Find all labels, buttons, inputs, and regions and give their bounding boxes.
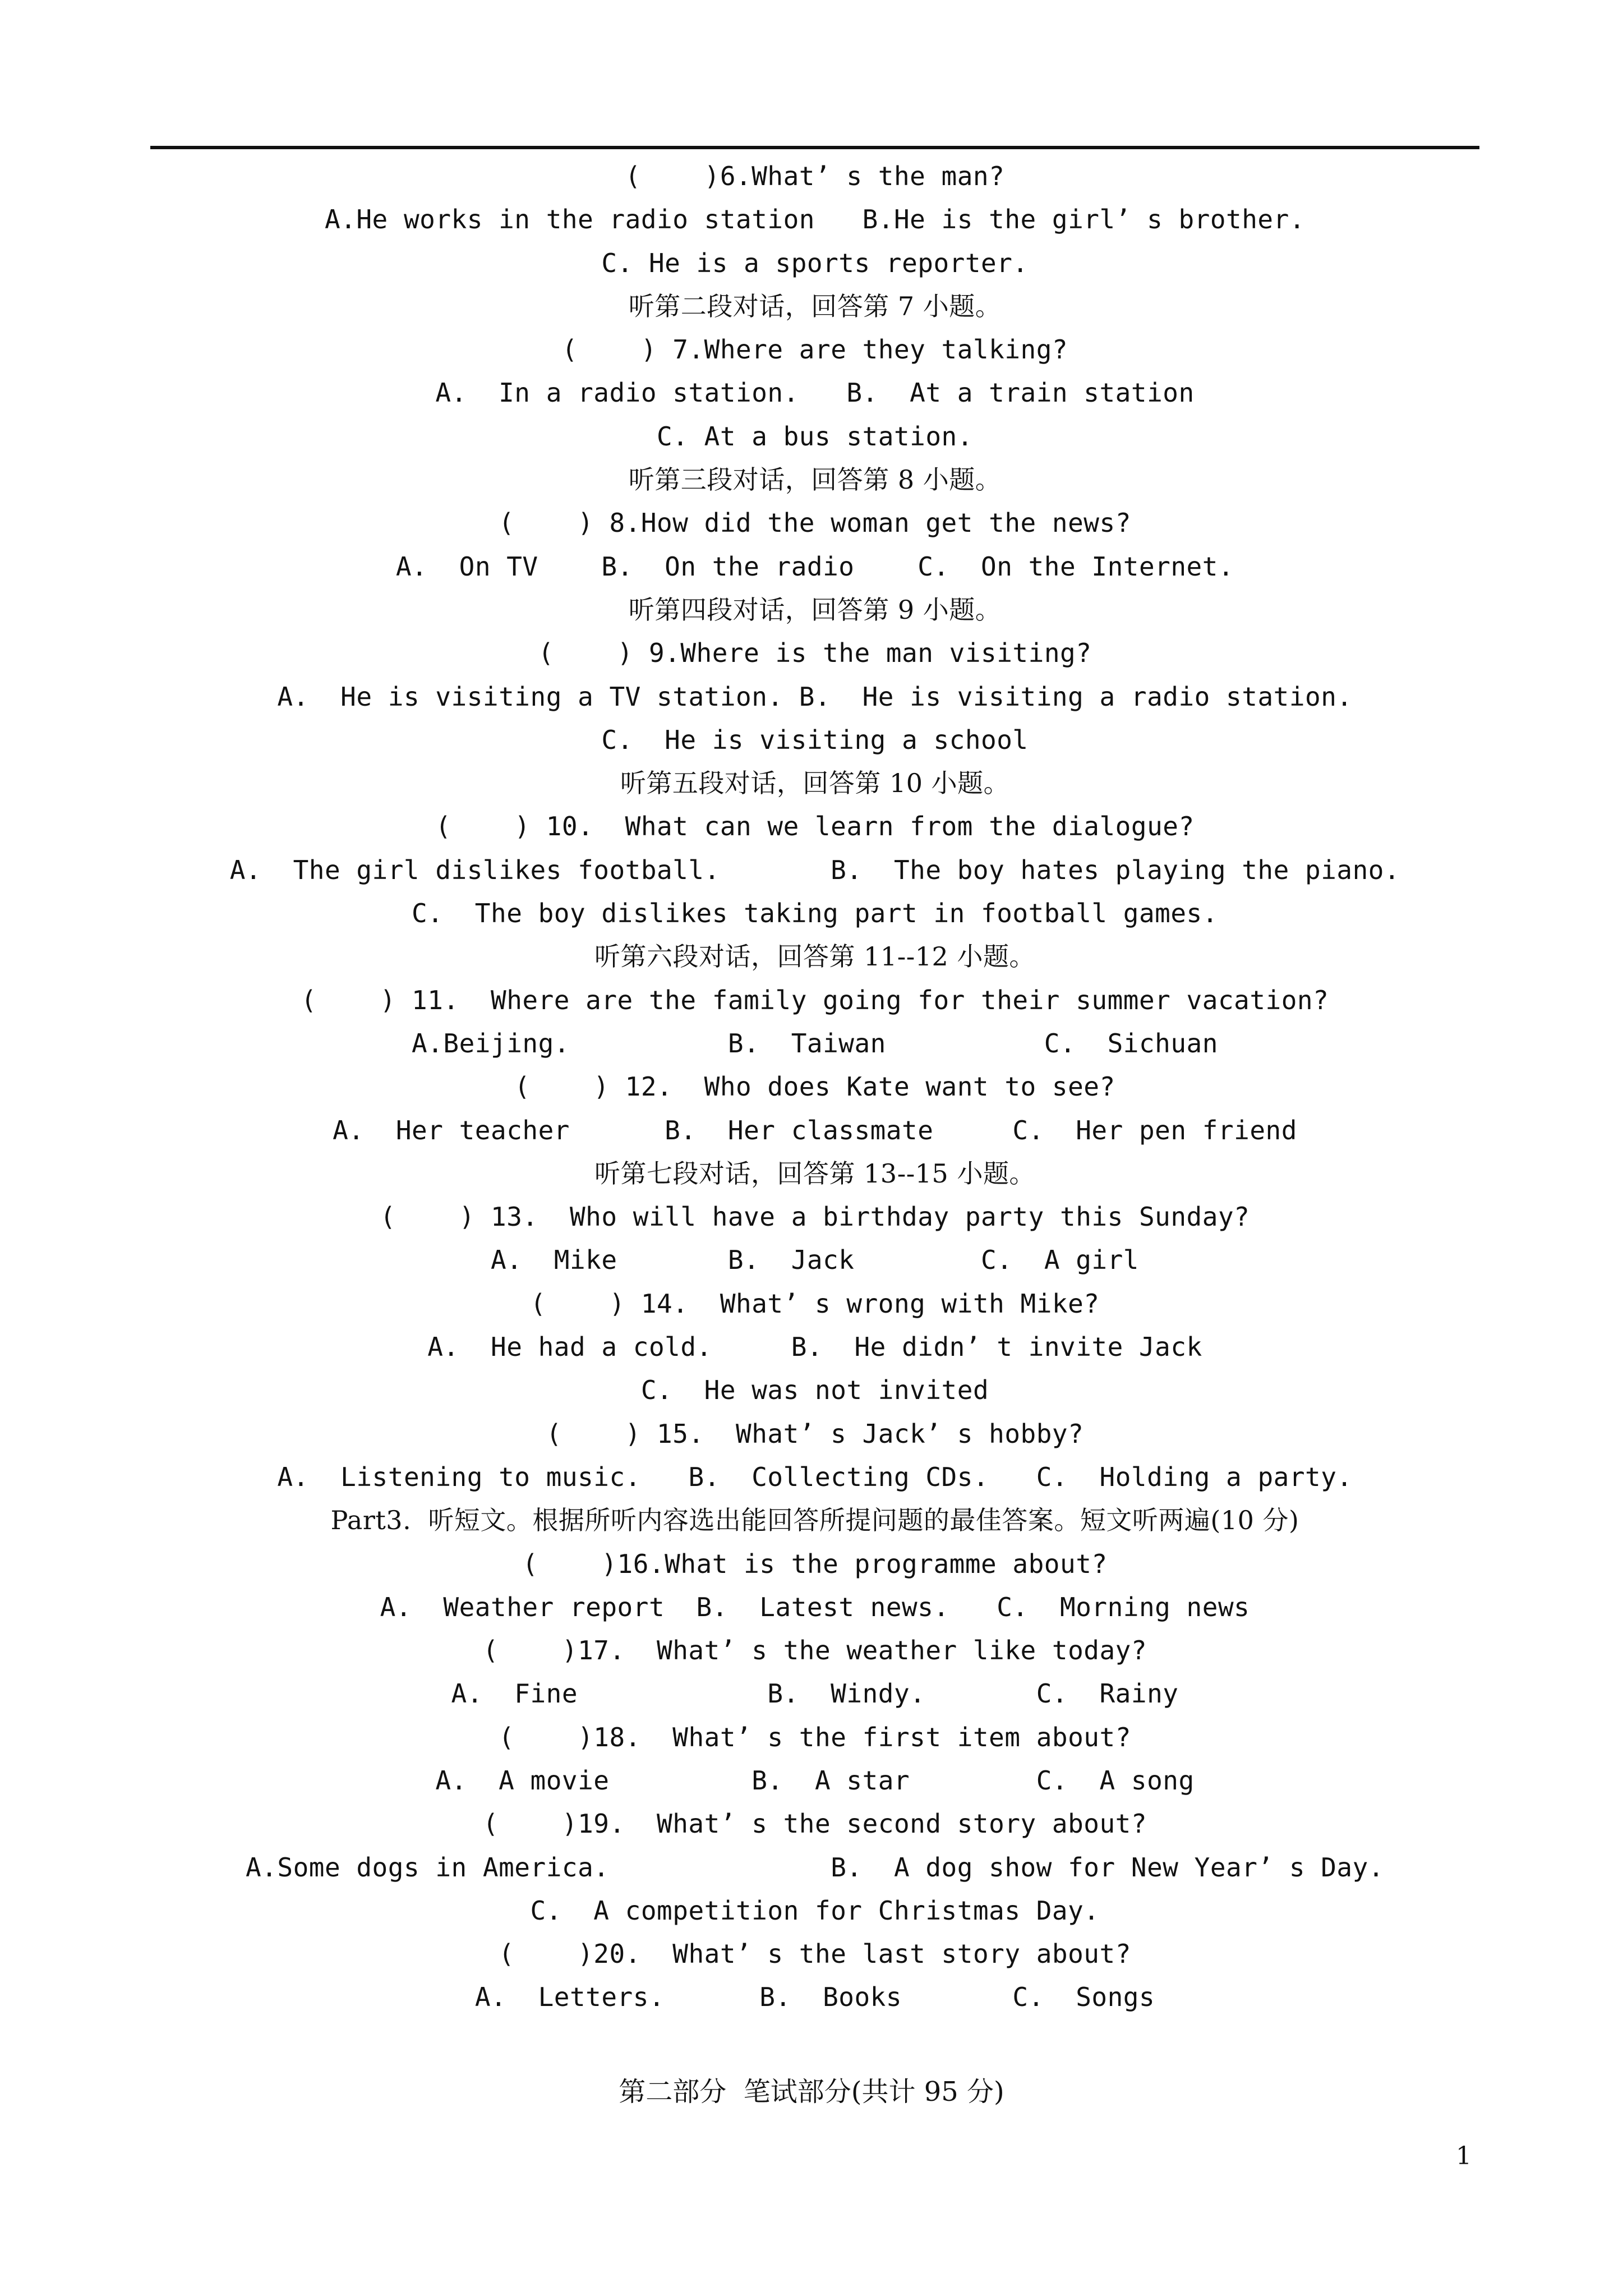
section-instruction: 听第二段对话，回答第 7 小题。 bbox=[628, 291, 1002, 321]
question-line: ( ) 15. What’ s Jack’ s hobby? bbox=[546, 1418, 1084, 1449]
question-line: ( ) 14. What’ s wrong with Mike? bbox=[530, 1288, 1100, 1319]
question-line: A. He is visiting a TV station. B. He is visiting a radio station. bbox=[277, 681, 1353, 712]
question-line: ( ) 10. What can we learn from the dialogue? bbox=[435, 811, 1195, 842]
question-line: C. At a bus station. bbox=[657, 421, 973, 452]
question-line: ( ) 7.Where are they talking? bbox=[561, 334, 1068, 365]
question-line: A.He works in the radio station B.He is the girl’ s brother. bbox=[324, 204, 1306, 235]
section-title: 第二部分 笔试部分(共计 95 分) bbox=[619, 2076, 1004, 2108]
question-line: A. Weather report B. Latest news. C. Morning news bbox=[380, 1591, 1250, 1622]
question-line: A. He had a cold. B. He didn’ t invite Jack bbox=[427, 1332, 1202, 1363]
question-line: A. Fine B. Windy. C. Rainy bbox=[451, 1678, 1179, 1709]
question-line: ( ) 12. Who does Kate want to see? bbox=[514, 1071, 1115, 1102]
question-line: ( )19. What’ s the second story about? bbox=[482, 1809, 1147, 1839]
question-line: A. In a radio station. B. At a train station bbox=[435, 378, 1195, 408]
section-instruction: Part3. 听短文。根据所听内容选出能回答所提问题的最佳答案。短文听两遍(10 分) bbox=[330, 1505, 1299, 1536]
question-line: C. The boy dislikes taking part in football games. bbox=[412, 898, 1218, 929]
question-line: C. He was not invited bbox=[640, 1375, 989, 1406]
page-number: 1 bbox=[1456, 2142, 1472, 2170]
question-line: A. Her teacher B. Her classmate C. Her pen friend bbox=[333, 1115, 1297, 1145]
question-line: ( )16.What is the programme about? bbox=[522, 1548, 1108, 1579]
question-line: ( )6.What’ s the man? bbox=[625, 161, 1005, 191]
question-line: A.Beijing. B. Taiwan C. Sichuan bbox=[412, 1028, 1218, 1059]
question-line: ( ) 8.How did the woman get the news? bbox=[499, 508, 1131, 539]
question-line: A. On TV B. On the radio C. On the Internet. bbox=[395, 551, 1234, 582]
question-line: A. Letters. B. Books C. Songs bbox=[474, 1982, 1155, 2013]
question-line: ( ) 9.Where is the man visiting? bbox=[538, 638, 1092, 669]
question-line: C. He is visiting a school bbox=[601, 724, 1029, 755]
question-line: A. A movie B. A star C. A song bbox=[435, 1765, 1195, 1796]
question-line: ( )18. What’ s the first item about? bbox=[499, 1722, 1131, 1752]
question-line: ( ) 13. Who will have a birthday party this Sunday? bbox=[380, 1202, 1250, 1232]
section-instruction: 听第六段对话，回答第 11--12 小题。 bbox=[594, 941, 1035, 972]
question-line: A. Mike B. Jack C. A girl bbox=[491, 1245, 1139, 1276]
question-line: C. A competition for Christmas Day. bbox=[530, 1895, 1100, 1926]
question-line: A. Listening to music. B. Collecting CDs. C. Holding a party. bbox=[277, 1461, 1353, 1492]
section-instruction: 听第四段对话，回答第 9 小题。 bbox=[628, 594, 1002, 625]
question-line: A.Some dogs in America. B. A dog show for New Year’ s Day. bbox=[246, 1852, 1384, 1883]
section-instruction: 听第五段对话，回答第 10 小题。 bbox=[620, 768, 1010, 799]
question-line: ( )17. What’ s the weather like today? bbox=[482, 1635, 1147, 1666]
top-rule bbox=[150, 146, 1479, 149]
section-instruction: 听第七段对话，回答第 13--15 小题。 bbox=[594, 1158, 1035, 1189]
question-line: ( ) 11. Where are the family going for their summer vacation? bbox=[301, 984, 1329, 1015]
question-line: A. The girl dislikes football. B. The boy hates playing the piano. bbox=[229, 854, 1400, 885]
question-line: C. He is a sports reporter. bbox=[601, 247, 1029, 278]
exam-content bbox=[150, 155, 1479, 2019]
section-instruction: 听第三段对话，回答第 8 小题。 bbox=[628, 464, 1002, 495]
question-line: ( )20. What’ s the last story about? bbox=[499, 1939, 1131, 1970]
